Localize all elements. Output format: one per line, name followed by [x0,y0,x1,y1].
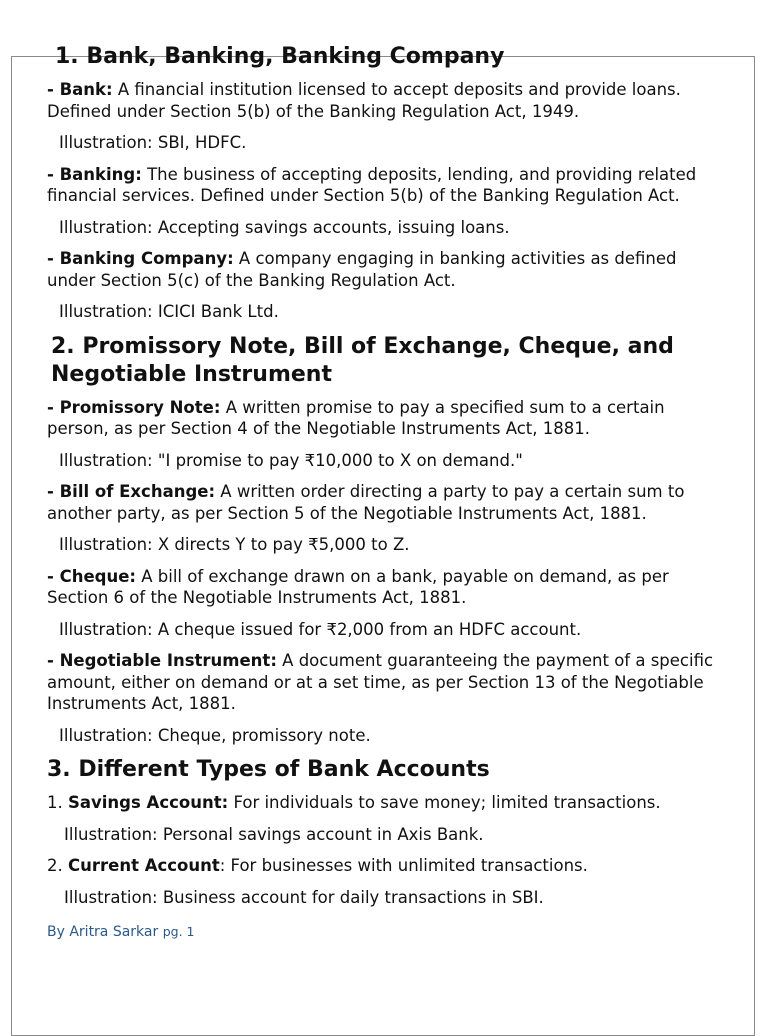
document-content [47,44,727,940]
term-savings-account: Savings Account: [68,793,229,812]
section-2-title: 2. Promissory Note, Bill of Exchange, Cheque, and Negotiable Instrument [51,333,674,387]
definition-text: : For businesses with unlimited transactions. [219,856,588,875]
term-banking: - Banking: [47,164,142,184]
section-3-title: 3. Different Types of Bank Accounts [47,757,490,782]
illustration-promissory-note: Illustration: "I promise to pay ₹10,000 to X on demand." [59,450,523,470]
definition-text: For individuals to save money; limited transactions. [228,793,661,812]
term-negotiable-instrument: - Negotiable Instrument: [47,651,277,670]
list-item-current-account [47,855,727,877]
term-cheque: - Cheque: [47,566,136,586]
illustration-savings-account: Illustration: Personal savings account in Axis Bank. [64,824,484,844]
definition-text: A written promise to pay a specified sum to a certain person, as per Section 4 of the Negotiable Instruments Act, 1881. [47,397,665,438]
list-number: 2. [47,856,68,875]
definition-text: A financial institution licensed to accept deposits and provide loans. Defined under Section 5(b) of the Banking Regulation Act, 1949. [47,80,681,121]
definition-text: A company engaging in banking activities as defined under Section 5(c) of the Banking Regulation Act. [47,249,677,290]
section-1-title: 1. Bank, Banking, Banking Company [55,44,505,69]
illustration-bank: Illustration: SBI, HDFC. [59,133,247,152]
definition-cheque [47,566,727,609]
term-promissory-note: - Promissory Note: [47,397,221,417]
definition-bank [47,79,727,122]
definition-bill-of-exchange [47,481,727,524]
term-bank: - Bank: [47,80,113,99]
definition-text: The business of accepting deposits, lending, and providing related financial services. Defined under Section 5(b) of the Banking Regulation Act. [47,164,697,205]
illustration-current-account: Illustration: Business account for daily transactions in SBI. [64,887,544,907]
illustration-negotiable-instrument: Illustration: Cheque, promissory note. [59,725,371,745]
illustration-cheque: Illustration: A cheque issued for ₹2,000 from an HDFC account. [59,619,582,639]
definition-text: A written order directing a party to pay a certain sum to another party, as per Section 5 of the Negotiable Instruments Act, 1881. [47,482,685,523]
page-footer [47,924,727,940]
term-current-account: Current Account [68,856,220,875]
illustration-bill-of-exchange: Illustration: X directs Y to pay ₹5,000 to Z. [59,535,410,554]
definition-banking-company [47,248,727,291]
footer-page-number: pg. 1 [162,924,195,939]
list-number: 1. [47,793,68,812]
term-bill-of-exchange: - Bill of Exchange: [47,482,216,501]
definition-text: A document guaranteeing the payment of a specific amount, either on demand or at a set time, as per Section 13 of the Negotiable Instruments Act, 1881. [47,651,714,713]
definition-text: A bill of exchange drawn on a bank, payable on demand, as per Section 6 of the Negotiable Instruments Act, 1881. [47,566,669,607]
definition-banking [47,164,727,207]
list-item-savings-account [47,792,727,814]
definition-negotiable-instrument [47,650,727,715]
term-banking-company: - Banking Company: [47,249,234,268]
illustration-banking-company: Illustration: ICICI Bank Ltd. [59,302,279,321]
illustration-banking: Illustration: Accepting savings accounts, issuing loans. [59,217,510,237]
footer-author: By Aritra Sarkar [47,924,159,940]
definition-promissory-note [47,397,727,440]
